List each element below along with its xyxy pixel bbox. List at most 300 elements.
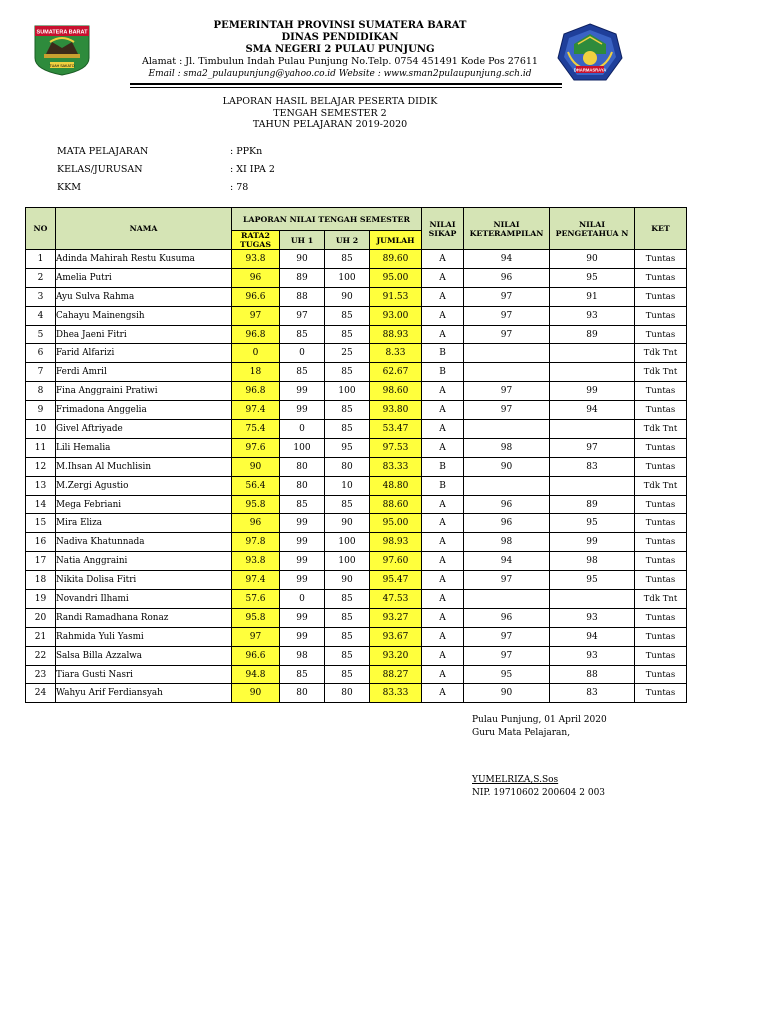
sumatera-barat-emblem-logo [32, 24, 92, 76]
table-row [26, 287, 687, 306]
cell-sikap: A [422, 438, 464, 457]
cell-no: 4 [26, 306, 56, 325]
cell-no: 17 [26, 552, 56, 571]
table-row [26, 684, 687, 703]
cell-ket: Tuntas [635, 646, 687, 665]
cell-uh2: 85 [325, 495, 370, 514]
cell-no: 22 [26, 646, 56, 665]
cell-uh1: 99 [280, 514, 325, 533]
cell-name: Randi Ramadhana Ronaz [56, 608, 232, 627]
cell-jumlah: 88.93 [370, 325, 422, 344]
cell-sikap: A [422, 646, 464, 665]
table-row [26, 590, 687, 609]
cell-uh2: 10 [325, 476, 370, 495]
cell-keterampilan [464, 344, 550, 363]
regency-name-text: DHARMASRAYA [573, 67, 607, 73]
cell-no: 21 [26, 627, 56, 646]
header-ket: KET [635, 208, 687, 250]
cell-uh2: 100 [325, 382, 370, 401]
department-name: DINAS PENDIDIKAN [281, 32, 399, 43]
cell-ket: Tuntas [635, 627, 687, 646]
cell-jumlah: 53.47 [370, 420, 422, 439]
cell-keterampilan: 97 [464, 382, 550, 401]
cell-keterampilan: 96 [464, 268, 550, 287]
cell-no: 7 [26, 363, 56, 382]
cell-no: 23 [26, 665, 56, 684]
info-value: : XI IPA 2 [230, 164, 275, 175]
cell-no: 1 [26, 250, 56, 269]
table-row [26, 401, 687, 420]
cell-pengetahuan [550, 344, 635, 363]
cell-rata2: 96 [232, 268, 280, 287]
cell-uh1: 85 [280, 325, 325, 344]
cell-no: 9 [26, 401, 56, 420]
cell-pengetahuan: 93 [550, 608, 635, 627]
cell-sikap: A [422, 571, 464, 590]
cell-ket: Tuntas [635, 665, 687, 684]
cell-name: Fina Anggraini Pratiwi [56, 382, 232, 401]
cell-keterampilan: 98 [464, 533, 550, 552]
cell-jumlah: 93.80 [370, 401, 422, 420]
cell-no: 6 [26, 344, 56, 363]
table-row [26, 533, 687, 552]
cell-uh2: 85 [325, 250, 370, 269]
table-row [26, 495, 687, 514]
cell-sikap: A [422, 268, 464, 287]
table-row [26, 306, 687, 325]
cell-keterampilan: 97 [464, 287, 550, 306]
cell-sikap: A [422, 608, 464, 627]
table-row [26, 325, 687, 344]
cell-uh2: 25 [325, 344, 370, 363]
report-title-line3: TAHUN PELAJARAN 2019-2020 [252, 119, 408, 130]
cell-name: Adinda Mahirah Restu Kusuma [56, 250, 232, 269]
cell-uh2: 85 [325, 590, 370, 609]
cell-ket: Tuntas [635, 250, 687, 269]
table-row [26, 476, 687, 495]
info-label: KKM [57, 182, 81, 193]
cell-jumlah: 91.53 [370, 287, 422, 306]
cell-keterampilan: 97 [464, 401, 550, 420]
cell-sikap: A [422, 250, 464, 269]
cell-rata2: 96.6 [232, 646, 280, 665]
cell-ket: Tdk Tnt [635, 363, 687, 382]
header-uh2: UH 2 [325, 231, 370, 250]
letterhead-divider-thin [130, 87, 562, 88]
cell-ket: Tuntas [635, 306, 687, 325]
cell-name: Mira Eliza [56, 514, 232, 533]
cell-uh1: 0 [280, 420, 325, 439]
cell-ket: Tuntas [635, 287, 687, 306]
cell-pengetahuan: 88 [550, 665, 635, 684]
header-keterampilan: NILAI KETERAMPILAN [464, 208, 550, 250]
cell-name: Novandri Ilhami [56, 590, 232, 609]
cell-sikap: A [422, 684, 464, 703]
cell-uh2: 100 [325, 533, 370, 552]
cell-uh1: 0 [280, 590, 325, 609]
signature-role: Guru Mata Pelajaran, [472, 728, 571, 738]
table-row [26, 382, 687, 401]
cell-uh1: 85 [280, 665, 325, 684]
cell-jumlah: 98.60 [370, 382, 422, 401]
cell-pengetahuan: 98 [550, 552, 635, 571]
cell-keterampilan: 97 [464, 627, 550, 646]
cell-name: Frimadona Anggelia [56, 401, 232, 420]
cell-uh2: 85 [325, 646, 370, 665]
cell-name: Cahayu Mainengsih [56, 306, 232, 325]
cell-uh1: 99 [280, 627, 325, 646]
cell-rata2: 97.8 [232, 533, 280, 552]
cell-jumlah: 88.60 [370, 495, 422, 514]
cell-no: 13 [26, 476, 56, 495]
table-row [26, 457, 687, 476]
letterhead [130, 20, 550, 80]
signature-nip: NIP. 19710602 200604 2 003 [472, 788, 606, 798]
cell-no: 11 [26, 438, 56, 457]
table-row [26, 646, 687, 665]
cell-ket: Tdk Tnt [635, 476, 687, 495]
cell-sikap: A [422, 287, 464, 306]
cell-pengetahuan [550, 420, 635, 439]
cell-keterampilan: 94 [464, 250, 550, 269]
cell-keterampilan: 96 [464, 495, 550, 514]
cell-name: M.Zergi Agustio [56, 476, 232, 495]
cell-uh2: 100 [325, 552, 370, 571]
cell-sikap: A [422, 420, 464, 439]
header-sikap: NILAI SIKAP [422, 208, 464, 250]
cell-pengetahuan [550, 363, 635, 382]
table-row [26, 268, 687, 287]
cell-pengetahuan: 93 [550, 646, 635, 665]
cell-pengetahuan: 89 [550, 325, 635, 344]
cell-no: 14 [26, 495, 56, 514]
cell-uh2: 90 [325, 514, 370, 533]
table-row [26, 420, 687, 439]
cell-keterampilan [464, 363, 550, 382]
cell-rata2: 93.8 [232, 552, 280, 571]
cell-no: 10 [26, 420, 56, 439]
grades-table [25, 207, 687, 703]
cell-rata2: 95.8 [232, 608, 280, 627]
info-label: MATA PELAJARAN [57, 146, 149, 157]
cell-jumlah: 95.00 [370, 268, 422, 287]
signature-place-date: Pulau Punjung, 01 April 2020 [472, 715, 607, 725]
emblem-motto-text: TUAH SAKATO [49, 63, 75, 68]
cell-sikap: A [422, 590, 464, 609]
cell-sikap: A [422, 665, 464, 684]
cell-uh2: 85 [325, 627, 370, 646]
cell-uh1: 98 [280, 646, 325, 665]
cell-keterampilan: 96 [464, 514, 550, 533]
cell-keterampilan [464, 420, 550, 439]
cell-uh2: 85 [325, 665, 370, 684]
cell-uh2: 80 [325, 457, 370, 476]
cell-ket: Tdk Tnt [635, 420, 687, 439]
cell-rata2: 97.6 [232, 438, 280, 457]
cell-sikap: A [422, 552, 464, 571]
school-address: Alamat : Jl. Timbulun Indah Pulau Punjung No.Telp. 0754 451491 Kode Pos 27611 [142, 56, 538, 67]
table-row [26, 552, 687, 571]
cell-pengetahuan: 89 [550, 495, 635, 514]
cell-rata2: 90 [232, 457, 280, 476]
cell-pengetahuan: 99 [550, 533, 635, 552]
cell-sikap: A [422, 627, 464, 646]
school-name: SMA NEGERI 2 PULAU PUNJUNG [245, 44, 435, 55]
cell-pengetahuan [550, 476, 635, 495]
cell-no: 2 [26, 268, 56, 287]
table-row [26, 571, 687, 590]
cell-rata2: 96.8 [232, 382, 280, 401]
cell-no: 16 [26, 533, 56, 552]
cell-rata2: 75.4 [232, 420, 280, 439]
cell-rata2: 56.4 [232, 476, 280, 495]
cell-jumlah: 48.80 [370, 476, 422, 495]
cell-pengetahuan: 99 [550, 382, 635, 401]
cell-name: Givel Aftriyade [56, 420, 232, 439]
cell-jumlah: 47.53 [370, 590, 422, 609]
info-value: : PPKn [230, 146, 263, 157]
cell-rata2: 95.8 [232, 495, 280, 514]
cell-rata2: 94.8 [232, 665, 280, 684]
cell-ket: Tuntas [635, 514, 687, 533]
cell-uh1: 99 [280, 533, 325, 552]
cell-name: Ayu Sulva Rahma [56, 287, 232, 306]
cell-jumlah: 93.00 [370, 306, 422, 325]
cell-uh2: 85 [325, 608, 370, 627]
header-no: NO [26, 208, 56, 250]
cell-no: 5 [26, 325, 56, 344]
cell-name: Amelia Putri [56, 268, 232, 287]
cell-name: Nadiva Khatunnada [56, 533, 232, 552]
report-title-line1: LAPORAN HASIL BELAJAR PESERTA DIDIK [222, 96, 438, 107]
cell-pengetahuan: 83 [550, 457, 635, 476]
cell-uh2: 85 [325, 306, 370, 325]
cell-sikap: B [422, 476, 464, 495]
cell-pengetahuan [550, 590, 635, 609]
cell-rata2: 90 [232, 684, 280, 703]
cell-pengetahuan: 83 [550, 684, 635, 703]
table-row [26, 344, 687, 363]
cell-keterampilan: 96 [464, 608, 550, 627]
signature-name: YUMELRIZA,S.Sos [472, 775, 559, 785]
cell-jumlah: 8.33 [370, 344, 422, 363]
province-name: PEMERINTAH PROVINSI SUMATERA BARAT [213, 20, 467, 31]
header-pengetahuan: NILAI PENGETAHUA N [550, 208, 635, 250]
cell-name: Natia Anggraini [56, 552, 232, 571]
cell-jumlah: 88.27 [370, 665, 422, 684]
cell-no: 12 [26, 457, 56, 476]
cell-no: 18 [26, 571, 56, 590]
cell-pengetahuan: 95 [550, 571, 635, 590]
cell-uh1: 80 [280, 457, 325, 476]
cell-jumlah: 93.20 [370, 646, 422, 665]
cell-uh1: 0 [280, 344, 325, 363]
cell-keterampilan: 90 [464, 684, 550, 703]
cell-ket: Tuntas [635, 268, 687, 287]
cell-uh2: 85 [325, 420, 370, 439]
table-row [26, 438, 687, 457]
cell-uh1: 99 [280, 401, 325, 420]
cell-name: M.Ihsan Al Muchlisin [56, 457, 232, 476]
cell-name: Mega Febriani [56, 495, 232, 514]
cell-ket: Tuntas [635, 382, 687, 401]
cell-sikap: B [422, 363, 464, 382]
cell-ket: Tuntas [635, 438, 687, 457]
header-group: LAPORAN NILAI TENGAH SEMESTER [232, 208, 422, 231]
table-row [26, 627, 687, 646]
cell-name: Dhea Jaeni Fitri [56, 325, 232, 344]
cell-uh1: 80 [280, 684, 325, 703]
cell-keterampilan [464, 590, 550, 609]
cell-no: 24 [26, 684, 56, 703]
cell-sikap: A [422, 306, 464, 325]
cell-uh2: 85 [325, 363, 370, 382]
header-rata2: RATA2 TUGAS [232, 231, 280, 250]
table-row [26, 250, 687, 269]
cell-jumlah: 95.47 [370, 571, 422, 590]
cell-ket: Tuntas [635, 533, 687, 552]
cell-rata2: 96.6 [232, 287, 280, 306]
cell-no: 3 [26, 287, 56, 306]
cell-keterampilan: 97 [464, 646, 550, 665]
school-contact: Email : sma2_pulaupunjung@yahoo.co.id Website : www.sman2pulaupunjung.sch.id [148, 69, 532, 79]
info-label: KELAS/JURUSAN [57, 164, 143, 175]
cell-rata2: 96 [232, 514, 280, 533]
cell-name: Farid Alfarizi [56, 344, 232, 363]
cell-uh2: 85 [325, 401, 370, 420]
report-title-line2: TENGAH SEMESTER 2 [273, 107, 387, 119]
cell-ket: Tuntas [635, 571, 687, 590]
cell-uh2: 95 [325, 438, 370, 457]
cell-keterampilan: 97 [464, 571, 550, 590]
cell-uh1: 99 [280, 608, 325, 627]
cell-pengetahuan: 94 [550, 627, 635, 646]
cell-jumlah: 93.27 [370, 608, 422, 627]
cell-uh1: 90 [280, 250, 325, 269]
cell-sikap: B [422, 457, 464, 476]
header-uh1: UH 1 [280, 231, 325, 250]
cell-pengetahuan: 95 [550, 514, 635, 533]
emblem-top-text: SUMATERA BARAT [36, 29, 88, 36]
cell-uh2: 90 [325, 571, 370, 590]
cell-uh1: 85 [280, 495, 325, 514]
cell-rata2: 97 [232, 627, 280, 646]
cell-keterampilan: 94 [464, 552, 550, 571]
cell-keterampilan: 97 [464, 325, 550, 344]
cell-rata2: 93.8 [232, 250, 280, 269]
header-nama: NAMA [56, 208, 232, 250]
cell-uh2: 100 [325, 268, 370, 287]
cell-no: 20 [26, 608, 56, 627]
cell-rata2: 97.4 [232, 571, 280, 590]
cell-ket: Tuntas [635, 401, 687, 420]
cell-jumlah: 97.53 [370, 438, 422, 457]
cell-sikap: A [422, 401, 464, 420]
cell-ket: Tdk Tnt [635, 344, 687, 363]
cell-pengetahuan: 93 [550, 306, 635, 325]
cell-ket: Tuntas [635, 552, 687, 571]
cell-pengetahuan: 97 [550, 438, 635, 457]
cell-rata2: 97.4 [232, 401, 280, 420]
cell-no: 15 [26, 514, 56, 533]
cell-sikap: A [422, 325, 464, 344]
cell-jumlah: 83.33 [370, 684, 422, 703]
cell-ket: Tuntas [635, 457, 687, 476]
cell-name: Wahyu Arif Ferdiansyah [56, 684, 232, 703]
cell-rata2: 18 [232, 363, 280, 382]
header-jumlah: JUMLAH [370, 231, 422, 250]
cell-rata2: 96.8 [232, 325, 280, 344]
cell-uh1: 99 [280, 552, 325, 571]
cell-no: 8 [26, 382, 56, 401]
cell-keterampilan: 95 [464, 665, 550, 684]
cell-uh1: 99 [280, 571, 325, 590]
table-row [26, 665, 687, 684]
cell-keterampilan: 90 [464, 457, 550, 476]
letterhead-divider-thick [130, 83, 562, 85]
cell-uh1: 85 [280, 363, 325, 382]
table-row [26, 363, 687, 382]
dharmasraya-emblem-logo [554, 22, 626, 84]
table-row [26, 608, 687, 627]
cell-jumlah: 97.60 [370, 552, 422, 571]
cell-ket: Tuntas [635, 684, 687, 703]
cell-pengetahuan: 95 [550, 268, 635, 287]
cell-rata2: 57.6 [232, 590, 280, 609]
cell-uh1: 88 [280, 287, 325, 306]
cell-ket: Tuntas [635, 495, 687, 514]
table-row [26, 514, 687, 533]
cell-uh1: 89 [280, 268, 325, 287]
cell-pengetahuan: 94 [550, 401, 635, 420]
grades-body [26, 250, 687, 703]
cell-ket: Tuntas [635, 325, 687, 344]
cell-rata2: 97 [232, 306, 280, 325]
cell-jumlah: 95.00 [370, 514, 422, 533]
cell-uh1: 80 [280, 476, 325, 495]
cell-keterampilan: 98 [464, 438, 550, 457]
cell-jumlah: 93.67 [370, 627, 422, 646]
report-title [130, 96, 530, 131]
cell-uh2: 80 [325, 684, 370, 703]
cell-name: Nikita Dolisa Fitri [56, 571, 232, 590]
info-value: : 78 [230, 182, 249, 193]
cell-jumlah: 98.93 [370, 533, 422, 552]
cell-sikap: A [422, 495, 464, 514]
cell-keterampilan [464, 476, 550, 495]
cell-jumlah: 62.67 [370, 363, 422, 382]
cell-uh2: 85 [325, 325, 370, 344]
cell-sikap: B [422, 344, 464, 363]
cell-name: Ferdi Amril [56, 363, 232, 382]
cell-name: Tiara Gusti Nasri [56, 665, 232, 684]
cell-sikap: A [422, 514, 464, 533]
cell-ket: Tuntas [635, 608, 687, 627]
cell-pengetahuan: 90 [550, 250, 635, 269]
cell-uh1: 99 [280, 382, 325, 401]
cell-jumlah: 89.60 [370, 250, 422, 269]
cell-name: Salsa Billa Azzalwa [56, 646, 232, 665]
cell-name: Lili Hemalia [56, 438, 232, 457]
cell-rata2: 0 [232, 344, 280, 363]
cell-uh1: 97 [280, 306, 325, 325]
cell-jumlah: 83.33 [370, 457, 422, 476]
cell-no: 19 [26, 590, 56, 609]
cell-keterampilan: 97 [464, 306, 550, 325]
cell-name: Rahmida Yuli Yasmi [56, 627, 232, 646]
cell-uh2: 90 [325, 287, 370, 306]
cell-ket: Tdk Tnt [635, 590, 687, 609]
